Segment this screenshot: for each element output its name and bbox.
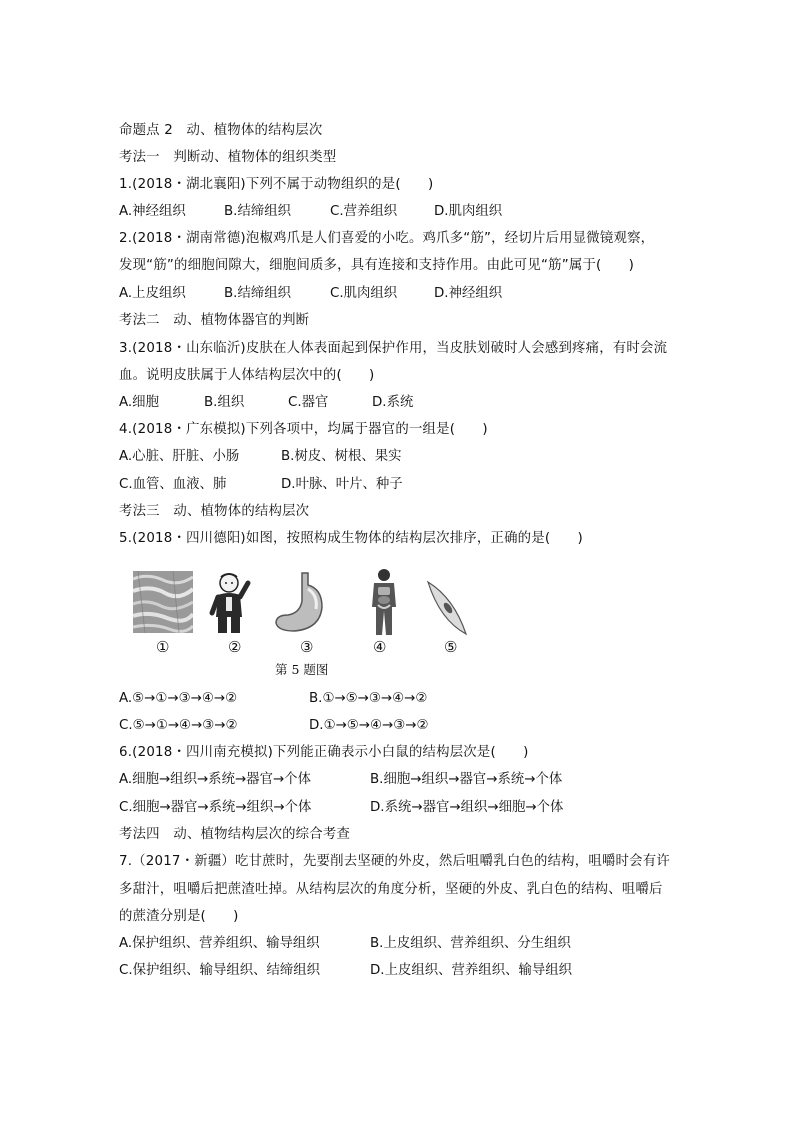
q7-option-c: C.保护组织、输导组织、结缔组织 <box>119 963 321 978</box>
q5-stem: 5.(2018・四川德阳)如图，按照构成生物体的结构层次排序，正确的是( ) <box>119 531 583 546</box>
q1-option-d: D.肌肉组织 <box>434 204 503 219</box>
q1-option-a: A.神经组织 <box>119 204 186 219</box>
q5-option-d: D.①→⑤→④→③→② <box>309 718 429 733</box>
q2-stem-line1: 2.(2018・湖南常德)泡椒鸡爪是人们喜爱的小吃。鸡爪多“筋”，经切片后用显微镜观察， <box>119 231 655 246</box>
figure-label-2: ② <box>228 638 242 656</box>
child-figure-image <box>204 571 254 635</box>
stomach-image <box>272 571 328 635</box>
q7-stem-line3: 的蔗渣分别是( ) <box>119 909 239 924</box>
q7-stem-line2: 多甜汁，咀嚼后把蔗渣吐掉。从结构层次的角度分析，坚硬的外皮、乳白色的结构、咀嚼后 <box>119 882 663 897</box>
q7-option-d: D.上皮组织、营养组织、输导组织 <box>370 963 573 978</box>
figure-label-5: ⑤ <box>444 638 458 656</box>
figure-label-3: ③ <box>300 638 314 656</box>
q3-option-c: C.器官 <box>288 395 329 410</box>
q4-option-b: B.树皮、树根、果实 <box>281 449 402 464</box>
q1-option-b: B.结缔组织 <box>224 204 292 219</box>
q3-option-a: A.细胞 <box>119 395 159 410</box>
q6-option-c: C.细胞→器官→系统→组织→个体 <box>119 800 312 815</box>
q4-stem: 4.(2018・广东模拟)下列各项中，均属于器官的一组是( ) <box>119 422 488 437</box>
method-4-heading: 考法四 动、植物结构层次的综合考查 <box>119 827 351 842</box>
q2-option-d: D.神经组织 <box>434 286 503 301</box>
method-3-heading: 考法三 动、植物体的结构层次 <box>119 504 310 519</box>
q4-option-a: A.心脏、肝脏、小肠 <box>119 449 240 464</box>
figure-caption: 第 5 题图 <box>275 662 329 677</box>
q6-stem: 6.(2018・四川南充模拟)下列能正确表示小白鼠的结构层次是( ) <box>119 745 529 760</box>
q3-option-d: D.系统 <box>372 395 414 410</box>
q2-option-c: C.肌肉组织 <box>330 286 398 301</box>
q7-option-b: B.上皮组织、营养组织、分生组织 <box>370 936 571 951</box>
section-heading: 命题点 2 动、植物体的结构层次 <box>119 123 323 138</box>
q6-option-d: D.系统→器官→组织→细胞→个体 <box>370 800 564 815</box>
q2-option-a: A.上皮组织 <box>119 286 186 301</box>
q7-option-a: A.保护组织、营养组织、输导组织 <box>119 936 320 951</box>
q3-option-b: B.组织 <box>204 395 245 410</box>
q5-option-c: C.⑤→①→④→③→② <box>119 718 238 733</box>
q4-option-c: C.血管、血液、肺 <box>119 477 227 492</box>
q3-stem-line1: 3.(2018・山东临沂)皮肤在人体表面起到保护作用，当皮肤划破时人会感到疼痛，有时会流 <box>119 341 668 356</box>
q2-option-b: B.结缔组织 <box>224 286 292 301</box>
q1-option-c: C.营养组织 <box>330 204 398 219</box>
smooth-muscle-cell-image <box>424 580 470 636</box>
method-2-heading: 考法二 动、植物体器官的判断 <box>119 313 310 328</box>
figure-label-1: ① <box>156 638 170 656</box>
q6-option-b: B.细胞→组织→器官→系统→个体 <box>370 772 563 787</box>
q1-stem: 1.(2018・湖北襄阳)下列不属于动物组织的是( ) <box>119 177 434 192</box>
q6-option-a: A.细胞→组织→系统→器官→个体 <box>119 772 311 787</box>
q3-stem-line2: 血。说明皮肤属于人体结构层次中的( ) <box>119 368 375 383</box>
q7-stem-line1: 7.（2017・新疆）吃甘蔗时，先要削去坚硬的外皮，然后咀嚼乳白色的结构，咀嚼时会有许 <box>119 854 670 869</box>
human-organ-system-image <box>366 567 402 637</box>
q2-stem-line2: 发现“筋”的细胞间隙大，细胞间质多，具有连接和支持作用。由此可见“筋”属于( ) <box>119 258 635 273</box>
figure-label-4: ④ <box>373 638 387 656</box>
q5-option-b: B.①→⑤→③→④→② <box>309 691 428 706</box>
q5-option-a: A.⑤→①→③→④→② <box>119 691 238 706</box>
q4-option-d: D.叶脉、叶片、种子 <box>281 477 403 492</box>
muscle-tissue-image <box>133 571 193 633</box>
method-1-heading: 考法一 判断动、植物体的组织类型 <box>119 150 337 165</box>
